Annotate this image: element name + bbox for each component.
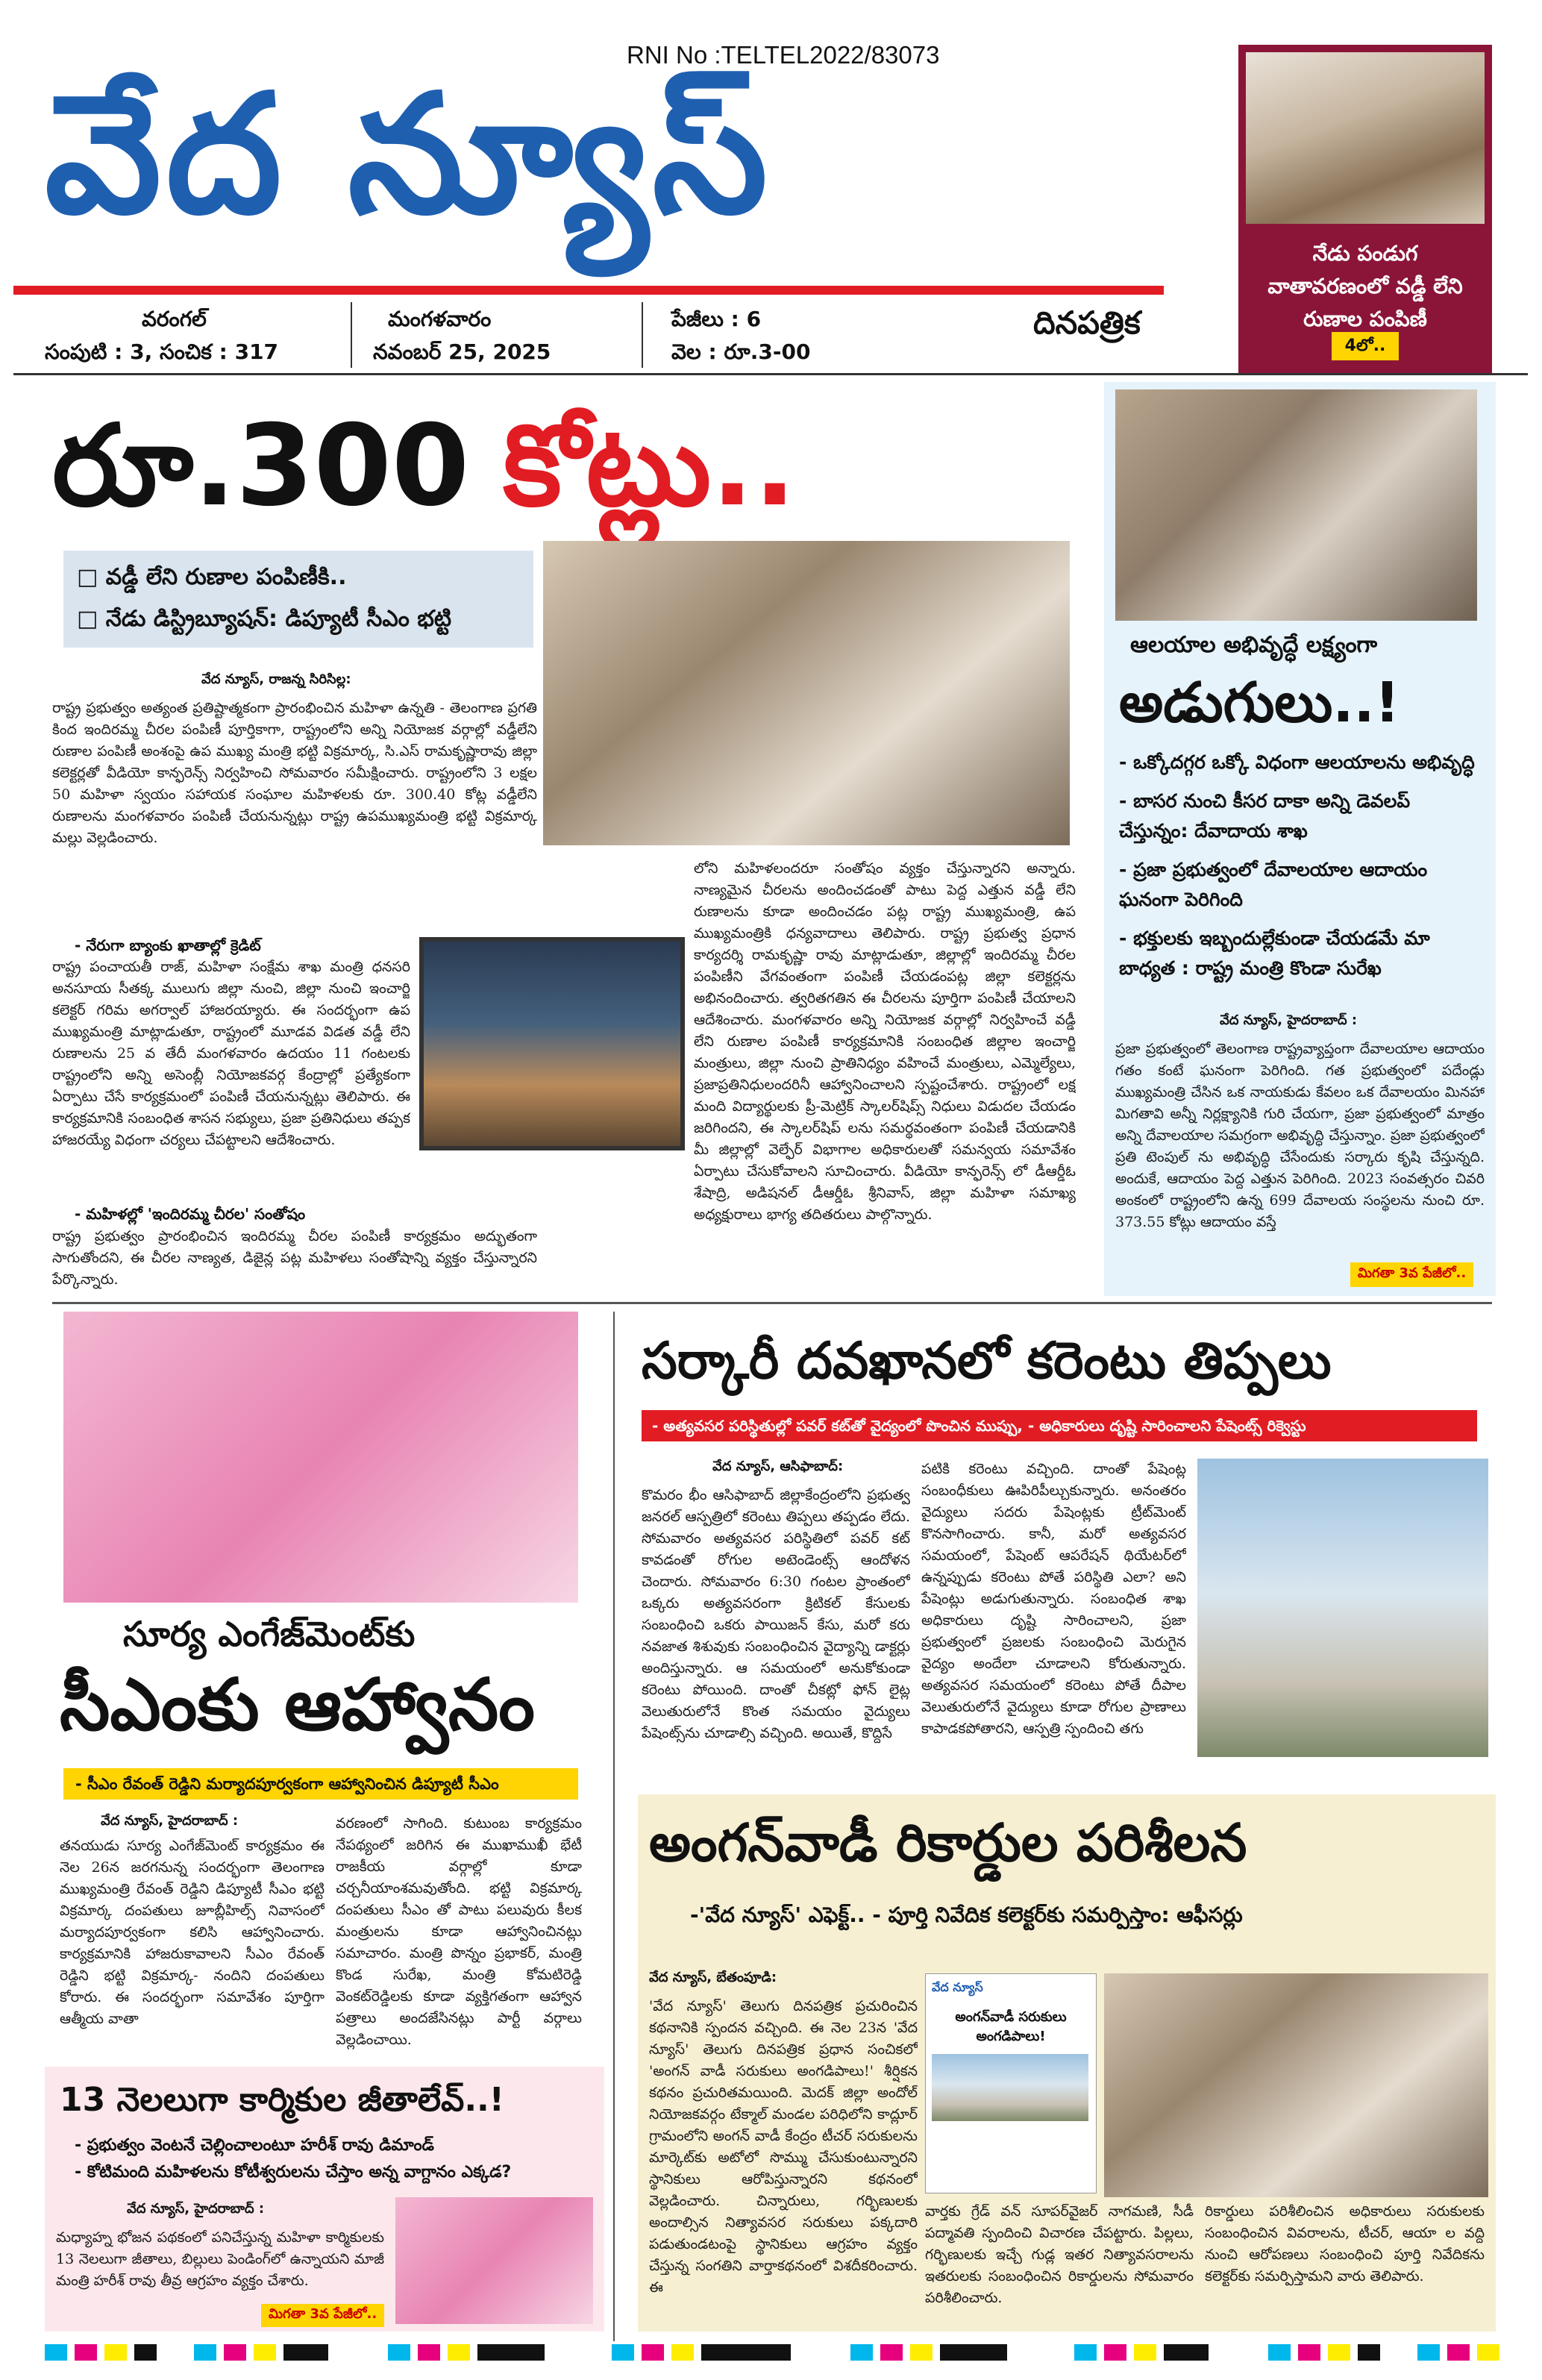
edition-info <box>45 302 1029 369</box>
edition-pages: పేజీలు : 6 <box>671 307 762 331</box>
hospital-photo <box>1197 1459 1488 1757</box>
masthead-bottom-rule <box>13 373 1528 375</box>
rni-number: RNI No :TELTEL2022/83073 <box>627 41 940 69</box>
surya-body-text: తనయుడు సూర్య ఎంగేజ్‌మెంట్ కార్యక్రమం ఈ నెల 26న జరగనున్న సందర్భంగా తెలంగాణ ముఖ్యమంత్రి రేవంత్ రెడ్డిని డిప్యూటీ సీఎం భట్టి విక్రమార్క దంపతులు జూబ్లీహిల్స్ నివాసంలో మర్యాదపూర్వకంగా కలిసి ఆహ్వానించారు. కార్యక్రమానికి హాజరుకావాలని సీఎం రేవంత్ రెడ్డిని భట్టి విక్రమార్క- నందిని దంపతులు కోరారు. ఈ సందర్భంగా సమావేశం పూర్తిగా ఆత్మీయ వాతా <box>60 1838 325 2027</box>
masthead-title: వేద న్యూస్ <box>45 59 772 250</box>
workers-bullets <box>75 2132 597 2186</box>
anganwadi-headline: అంగన్‌వాడీ రికార్డుల పరిశీలన <box>649 1812 1247 1873</box>
news-clipping <box>925 1973 1097 2193</box>
anganwadi-body-col2 <box>925 2201 1194 2324</box>
section-rule <box>52 1302 1492 1304</box>
color-swatch <box>701 2344 791 2361</box>
color-swatch <box>880 2344 903 2361</box>
temples-bullet: - భక్తులకు ఇబ్బందుల్లేకుండా చేయడమే మా బాధ్యత : రాష్ట్ర మంత్రి కొండా సురేఖ <box>1119 927 1430 979</box>
lead-body-text: రాష్ట్ర పంచాయతీ రాజ్, మహిళా సంక్షేమ శాఖ మంత్రి ధనసరి అనసూయ సీతక్క ములుగు జిల్లా నుంచి, జిల్లా నుంచి ఇంచార్జి కలెక్టర్ గరిమ అగర్వాల్ హాజరయ్యారు. ఈ సందర్భంగా ఉప ముఖ్యమంత్రి మాట్లాడుతూ, రాష్ట్రంలో మూడవ విడత వడ్డీ లేని రుణాలను 25 వ తేదీ మంగళవారం ఉదయం 11 గంటలకు రాష్ట్రంలోని అన్ని అసెంబ్లీ నియోజకవర్గ కేంద్రాల్లో ప్రత్యేకంగా ఏర్పాటు చేసే కార్యక్రమంలో పంపిణీ చేయనున్నట్లు తెలిపారు. ఈ కార్యక్రమానికి సంబంధిత శాసన సభ్యులు, ప్రజా ప్రతినిధులు తప్పక హాజరయ్యే విధంగా చర్యలు చేపట్టాలని ఆదేశించారు. <box>52 959 410 1148</box>
temples-byline: వేద న్యూస్, హైదరాబాద్ : <box>1220 1012 1358 1028</box>
hospital-headline: సర్కారీ దవఖానలో కరెంటు తిప్పలు <box>642 1332 1332 1391</box>
video-conference-photo <box>419 937 685 1150</box>
workers-photo <box>395 2197 593 2324</box>
lead-headline-amount: రూ.300 <box>52 401 470 531</box>
color-swatch <box>418 2344 440 2361</box>
temples-photo <box>1115 389 1477 621</box>
temples-bullet: - బాసర నుంచి కీసర దాకా అన్ని డెవలప్ చేస్తున్నం: దేవాదాయ శాఖ <box>1119 790 1411 842</box>
color-swatch <box>448 2344 470 2361</box>
surya-kicker: సూర్య ఎంగేజ్‌మెంట్‌కు <box>123 1614 416 1654</box>
anganwadi-photo <box>1104 1973 1488 2197</box>
ear-caption: నేడు పండుగ వాతావరణంలో వడ్డీ లేని రుణాల పంపిణీ <box>1267 241 1463 331</box>
anganwadi-subhead: -'వేద న్యూస్' ఎఫెక్ట్.. - పూర్తి నివేదిక కలెక్టర్‌కు సమర్పిస్తాం: ఆఫీసర్లు <box>690 1903 1243 1927</box>
column-rule <box>613 1312 615 2341</box>
clipping-photo <box>932 2054 1088 2121</box>
anganwadi-story <box>638 1794 1496 2332</box>
workers-continued: మిగతా 3వ పేజీలో.. <box>261 2304 384 2327</box>
color-swatch <box>850 2344 873 2361</box>
surya-photo <box>63 1312 578 1603</box>
workers-headline: 13 నెలలుగా కార్మికుల జీతాలేవ్..! <box>60 2081 504 2119</box>
surya-body-col1 <box>60 1835 325 2052</box>
masthead-rule <box>13 286 1164 295</box>
color-swatch <box>388 2344 410 2361</box>
workers-bullet: - ప్రభుత్వం వెంటనే చెల్లించాలంటూ హరీశ్ రావు డిమాండ్ <box>75 2136 434 2155</box>
color-swatch <box>1104 2344 1126 2361</box>
color-swatch <box>283 2344 328 2361</box>
ear-page-tag: 4లో.. <box>1332 332 1399 360</box>
divider <box>642 302 643 368</box>
lead-body-col2 <box>694 858 1076 1291</box>
lead-photo-minister <box>543 541 1070 845</box>
workers-byline: వేద న్యూస్, హైదరాబాద్ : <box>127 2201 265 2217</box>
surya-byline: వేద న్యూస్, హైదరాబాద్ : <box>101 1813 239 1829</box>
lead-subhead: - నేరుగా బ్యాంకు ఖాతాల్లో క్రెడిట్ <box>75 936 261 954</box>
lead-bullets-box <box>63 551 533 648</box>
ear-panel <box>1238 45 1492 373</box>
temples-story <box>1104 382 1496 1296</box>
lead-headline-crores: కోట్లు.. <box>503 401 797 531</box>
divider <box>351 302 352 368</box>
anganwadi-body-text: వార్తకు గ్రేడ్ వన్ సూపర్‌వైజర్ నాగమణి, సీడీ పద్మావతి స్పందించి విచారణ చేపట్టారు. పిల్లలు, గర్భిణులకు ఇచ్చే గుడ్ల ఇతర నిత్యావసరాలను ఇతరులకు సంబంధించిన రికార్డులను సోమవారం పరిశీలించారు. <box>925 2203 1194 2306</box>
color-swatch <box>1477 2344 1499 2361</box>
color-swatch <box>1417 2344 1440 2361</box>
anganwadi-body-col1 <box>649 1996 918 2324</box>
color-swatch <box>1358 2344 1380 2361</box>
temples-headline: అడుగులు..! <box>1119 671 1400 735</box>
color-swatch <box>940 2344 1007 2361</box>
color-swatch <box>477 2344 545 2361</box>
color-swatch <box>671 2344 694 2361</box>
edition-volume: సంపుటి : 3, సంచిక : 317 <box>45 339 279 364</box>
clipping-headline: అంగన్‌వాడీ సరుకులు అంగడిపాలు! <box>955 2009 1067 2044</box>
color-swatch <box>194 2344 216 2361</box>
surya-body-col2 <box>336 1813 582 2052</box>
color-swatch <box>1134 2344 1156 2361</box>
color-swatch <box>612 2344 634 2361</box>
edition-date: నవంబర్ 25, 2025 <box>373 339 551 364</box>
color-swatch <box>224 2344 246 2361</box>
lead-body-col1b <box>52 956 410 1199</box>
lead-byline: వేద న్యూస్, రాజన్న సిరిసిల్ల: <box>201 671 351 687</box>
hospital-byline: వేద న్యూస్, ఆసిఫాబాద్: <box>712 1459 844 1474</box>
color-swatch <box>1074 2344 1097 2361</box>
surya-body-text: వరణంలో సాగింది. కుటుంబ కార్యక్రమం నేపథ్యంలో జరిగిన ఈ ముఖాముఖీ భేటీ రాజకీయ వర్గాల్లో కూడా చర్చనీయాంశమవుతోంది. భట్టి విక్రమార్క దంపతులు సీఎం తో పాటు పలువురు కీలక మంత్రులను కూడా ఆహ్వానించినట్లు సమాచారం. మంత్రి పొన్నం ప్రభాకర్, మంత్రి కొండ సురేఖ, మంత్రి కోమటిరెడ్డి వెంకట్‌రెడ్డిలకు కూడా వ్యక్తిగతంగా ఆహ్వాన పత్రాలు అందజేసినట్లు పార్టీ వర్గాలు వెల్లడించాయి. <box>336 1815 582 2048</box>
lead-bullet: □ నేడు డిస్ట్రిబ్యూషన్: డిప్యూటీ సీఎం భట్టి <box>77 606 451 632</box>
hospital-body-text: కొమరం భీం ఆసిఫాబాద్ జిల్లాకేంద్రంలోని ప్రభుత్వ జనరల్ ఆస్పత్రిలో కరెంటు తిప్పలు తప్పడం లేదు. సోమవారం అత్యవసర పరిస్థితిలో పవర్ కట్ కావడంతో రోగుల అటెండెంట్స్ ఆందోళన చెందారు. సోమవారం 6:30 గంటల ప్రాంతంలో ఒక్కరు అత్యవసరంగా క్రిటికల్ కేసులకు సంబంధించి ఒకరు పాయిజన్ కేసు, మరో కరు నవజాత శిశువుకు సంబంధించిన వైద్యాన్ని డాక్టర్లు అందిస్తున్నారు. ఆ సమయంలో అనుకోకుండా కరెంటు పోయింది. దాంతో చీకట్లో ఫోన్ లైట్ల వెలుతురులోనే కొంత సమయం వైద్యులు పేషెంట్స్‌ను చూడాల్సి వచ్చింది. అయితే, కొద్దిసే <box>642 1487 910 1741</box>
edition-day: మంగళవారం <box>388 307 492 331</box>
temples-body-text: ప్రజా ప్రభుత్వంలో తెలంగాణ రాష్ట్రవ్యాప్తంగా దేవాలయాల ఆదాయం గతం కంటే ఘనంగా పెరిగింది. గత ప్రభుత్వంలో పదేండ్లు ముఖ్యమంత్రి చేసిన ఒక నాయకుడు కేవలం ఒక దేవాలయం మినహా మిగతావి అన్నీ నిర్లక్ష్యానికి గురి చేయగా, ప్రజా ప్రభుత్వంలో మాత్రం అన్ని దేవాలయాల సమగ్రంగా అభివృద్ధి చేస్తున్నాం. ప్రజా ప్రభుత్వంలో ప్రతి టెంపుల్ ను అభివృద్ధి చేసేందుకు సర్కారు కృషి చేస్తున్నది. అందుకే, ఆదాయం పెద్ద ఎత్తున పెరిగింది. 2023 సంవత్సరం చివరి అంకంలో రాష్ట్రంలోని ఉన్న 699 దేవాలయ సంస్థలను నుంచి రూ. 373.55 కోట్లు ఆదాయం వస్తే <box>1115 1041 1485 1230</box>
temples-bullet: - ప్రజా ప్రభుత్వంలో దేవాలయాల ఆదాయం ఘనంగా పెరిగింది <box>1119 859 1428 910</box>
temples-body <box>1115 1039 1485 1262</box>
color-swatch <box>1298 2344 1320 2361</box>
lead-headline <box>52 403 1097 530</box>
color-swatch <box>104 2344 127 2361</box>
color-swatch <box>134 2344 157 2361</box>
color-swatch <box>1268 2344 1291 2361</box>
edition-price: వెల : రూ.3-00 <box>671 339 811 364</box>
edition-place: వరంగల్ <box>142 307 207 331</box>
anganwadi-body-text: 'వేద న్యూస్' తెలుగు దినపత్రిక ప్రచురించిన కథనానికి స్పందన వచ్చింది. ఈ నెల 23న 'వేద న్యూస్' తెలుగు దినపత్రిక ప్రధాన సంచికలో 'అంగన్ వాడీ సరుకులు అంగడిపాలు!' శీర్షికన కథనం ప్రచురితమయింది. మెదక్ జిల్లా అందోల్ నియోజకవర్గం టేక్మాల్ మండల పరిధిలోని కాద్లూర్ గ్రామంలోని అంగన్ వాడీ కేంద్రం టీచర్ సరుకులను మార్కెట్‌కు అటో‌లో సొమ్ము చేసుకుంటున్నారని స్థానికులు ఆరోపిస్తున్నారని కథనంలో వెల్లడించారు. చిన్నారులు, గర్భిణులకు అందాల్సిన నిత్యావసర సరుకులు పక్కదారి పడుతుండటంపై స్థానికులు ఆగ్రహం వ్యక్తం చేస్తున్న సంగతిని వార్తాకథనంలో విశదీకరించారు. ఈ <box>649 1998 918 2296</box>
ear-photo <box>1246 52 1485 224</box>
color-swatch <box>1164 2344 1209 2361</box>
clipping-masthead: వేద న్యూస్ <box>932 1980 983 1994</box>
color-swatch <box>75 2344 97 2361</box>
lead-body-text: రాష్ట్ర ప్రభుత్వం ప్రారంభించిన ఇందిరమ్మ చీరల పంపిణీ కార్యక్రమం అద్భుతంగా సాగుతోందని, ఈ చీరల నాణ్యత, డిజైన్ల పట్ల మహిళలు సంతోషాన్ని వ్యక్తం చేస్తున్నారని పేర్కొన్నారు. <box>52 1228 537 1288</box>
lead-body-col1 <box>52 698 537 929</box>
color-swatch <box>642 2344 664 2361</box>
surya-strip: - సీఎం రేవంత్ రెడ్డిని మర్యాదపూర్వకంగా ఆహ్వానించిన డిప్యూటీ సీఎం <box>63 1768 578 1800</box>
hospital-body-text: పటికి కరెంటు వచ్చింది. దాంతో పేషెంట్ల సంబంధీకులు ఊపిరిపీల్చుకున్నారు. అనంతరం వైద్యులు సదరు పేషెంట్లకు ట్రీట్‌మెంట్ కొనసాగించారు. కానీ, మరో అత్యవసర సమయంలో, పేషెంట్ ఆపరేషన్ థియేటర్‌లో ఉన్నప్పుడు కరెంటు పోతే పరిస్థితి ఎలా? అని పేషెంట్లు అడుగుతున్నారు. సంబంధిత శాఖ అధికారులు దృష్టి సారించాలని, ప్రజా ప్రభుత్వంలో ప్రజలకు సంబంధించి మెరుగైన వైద్యం అందేలా చూడాలని కోరుతున్నారు. అత్యవసర సమయంలో కరెంటు పోతే దీపాల వెలుతురులోనే వైద్యులు కూడా రోగుల ప్రాణాలు కాపాడకపోతారని, ఆస్పత్రి స్పందించి తగు <box>921 1461 1186 1737</box>
temples-continued: మిగతా 3వ పేజీలో.. <box>1350 1262 1473 1287</box>
lead-body-col1c <box>52 1226 537 1293</box>
print-color-bar <box>45 2344 1499 2364</box>
color-swatch <box>45 2344 67 2361</box>
lead-bullet: □ వడ్డీ లేని రుణాల పంపిణీకి.. <box>77 564 347 590</box>
color-swatch <box>910 2344 933 2361</box>
color-swatch <box>1447 2344 1470 2361</box>
workers-body-text: మధ్యాహ్న భోజన పథకంలో పనిచేస్తున్న మహిళా కార్మికులకు 13 నెలలుగా జీతాలు, బిల్లులు పెండింగ్‌లో ఉన్నాయని మాజీ మంత్రి హరీశ్ రావు తీవ్ర ఆగ్రహం వ్యక్తం చేశారు. <box>56 2229 384 2289</box>
hospital-body-col1 <box>642 1485 910 1761</box>
anganwadi-body-text: రికార్డులు పరిశీలించిన అధికారులు సరుకులకు సంబంధించిన వివరాలను, టీచర్, ఆయా ల వద్ది నుంచి ఆరోపణలు సంబంధించి పూర్తి నివేదికను కలెక్టర్‌కు సమర్పిస్తామని వారు తెలిపారు. <box>1205 2203 1485 2285</box>
paper-type: దినపత్రిక <box>1033 304 1141 341</box>
hospital-body-col2 <box>921 1459 1186 1761</box>
temples-bullet: - ఒక్కోదగ్గర ఒక్కో విధంగా ఆలయాలను అభివృద్ధి <box>1119 751 1475 773</box>
lead-body-text: లోని మహిళలందరూ సంతోషం వ్యక్తం చేస్తున్నారని అన్నారు. నాణ్యమైన చీరలను అందించడంతో పాటు పెద్ద ఎత్తున వడ్డీ లేని రుణాలను కూడా అందించడం పట్ల రాష్ట్ర ముఖ్యమంత్రి, ఉప ముఖ్యమంత్రికి ధన్యవాదాలు తెలిపారు. రాష్ట్ర ప్రభుత్వ ప్రధాన కార్యదర్శి రామకృష్ణా రావు మాట్లాడుతూ, జిల్లాల్లో ఇందిరమ్మ చీరల పంపిణీని వేగవంతంగా పంపిణీ చేయడంపట్ల జిల్లా కలెక్టర్లను అభినందించారు. త్వరితగతిన ఈ చీరలను పూర్తిగా పంపిణీ చేయాలని ఆదేశించారు. మంగళవారం అన్ని నియోజక వర్గాల్లో నిర్వహించే వడ్డీ లేని రుణాల పంపిణీ కార్యక్రమానికి సంబంధిత జిల్లాల ఇంచార్జి మంత్రులు, జిల్లా నుంచి ప్రాతినిధ్యం వహించే మంత్రులు, ఎమ్మెల్యేలు, ప్రజాప్రతినిధులందరినీ ఆహ్వానించాలని స్పష్టంచేశారు. రాష్ట్రంలో లక్ష మంది విద్యార్థులకు ప్రీ-మెట్రిక్ స్కాలర్‌షిప్స్ నిధులు విడుదల చేయడం జరిగిందని, ఈ స్కాలర్‌షిప్ లను సమర్థవంతంగా పంపిణీ చేయడానికి మీ జిల్లాల్లో వెల్ఫేర్ విభాగాల అధికారులతో సమన్వయ సమావేశం ఏర్పాటు చేసుకోవాలని సూచించారు. వీడియో కాన్ఫరెన్స్ లో డీఆర్డీఓ శేషాద్రి, అడిషనల్ డీఆర్డీఓ శ్రీనివాస్, జిల్లా మహిళా సమాఖ్య అధ్యక్షురాలు భాగ్య తదితరులు పాల్గొన్నారు. <box>694 860 1076 1223</box>
hospital-strip: - అత్యవసర పరిస్థితుల్లో పవర్ కట్‌తో వైద్యంలో పొంచిన ముప్పు, - అధికారులు దృష్టి సారించాలని పేషెంట్స్ రిక్వెస్టు <box>642 1410 1477 1441</box>
temples-kicker: ఆలయాల అభివృద్ధే లక్ష్యంగా <box>1130 632 1378 658</box>
workers-bullet: - కోటిమంది మహిళలను కోటీశ్వరులను చేస్తాం అన్న వాగ్దానం ఎక్కడ? <box>75 2163 512 2182</box>
surya-headline: సీఎంకు ఆహ్వానం <box>60 1663 535 1747</box>
workers-story <box>45 2067 604 2332</box>
lead-subhead: - మహిళల్లో 'ఇందిరమ్మ చీరల' సంతోషం <box>75 1205 306 1223</box>
anganwadi-byline: వేద న్యూస్, బేతంపూడి: <box>649 1970 777 1985</box>
anganwadi-body-col3 <box>1205 2201 1485 2324</box>
color-swatch <box>1328 2344 1350 2361</box>
temples-bullets <box>1119 748 1485 983</box>
lead-body-text: రాష్ట్ర ప్రభుత్వం అత్యంత ప్రతిష్టాత్మకంగా ప్రారంభించిన మహిళా ఉన్నతి - తెలంగాణ ప్రగతి కింద ఇందిరమ్మ చీరల పంపిణీ పూర్తికాగా, రాష్ట్రంలోని అన్ని నియోజక వర్గాల్లో వడ్డీలేని రుణాల పంపిణీ అంశంపై ఉప ముఖ్య మంత్రి భట్టి విక్రమార్క, సి.ఎస్ రామకృష్ణారావు జిల్లా కలెక్టర్లతో వీడియో కాన్ఫరెన్స్ నిర్వహించి సోమవారం సమీక్షించారు. రాష్ట్రంలోని 3 లక్షల 50 మహిళా స్వయం సహాయక సంఘాల మహిళలకు రూ. 300.40 కోట్ల వడ్డీలేని రుణాలను మంగళవారం పంపిణీ చేయనున్నట్లు రాష్ట్ర ఉపముఖ్యమంత్రి భట్టి విక్రమార్క మల్లు వెల్లడించారు. <box>52 700 537 846</box>
color-swatch <box>254 2344 276 2361</box>
